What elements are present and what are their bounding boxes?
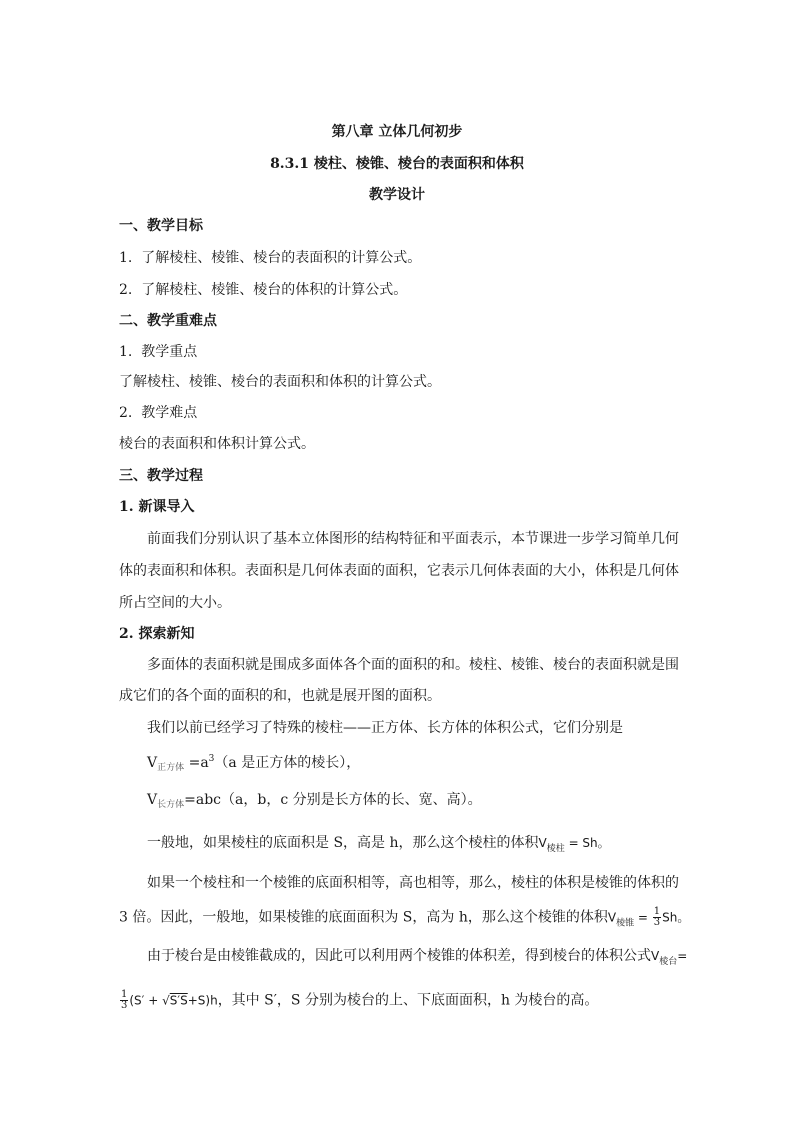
- frustum-fraction: [120, 990, 128, 1011]
- frustum-para-line-1: [147, 946, 688, 972]
- explore-para-1-line-1: 多面体的表面积就是围成多面体各个面的面积的和。棱柱、棱锥、棱台的表面积就是围: [147, 657, 679, 673]
- difficulty-text: 棱台的表面积和体积计算公式。: [119, 436, 315, 452]
- box-v-symbol: V: [147, 792, 158, 808]
- frustum-v-subscript: 棱台: [659, 957, 678, 967]
- cube-formula: =a: [184, 755, 209, 771]
- intro-para-line-2: 体的表面积和体积。表面积是几何体表面的面积，它表示几何体表面的大小，体积是几何体: [119, 563, 679, 579]
- goal-item-1: [119, 248, 679, 268]
- difficulty-num: 2.: [119, 405, 133, 421]
- chapter-title: 第八章 立体几何初步: [331, 124, 463, 140]
- pyramid-tail: Sh。: [662, 910, 690, 925]
- focus-label: [119, 342, 679, 362]
- prism-volume-line: [147, 833, 679, 859]
- goals-heading: 一、教学目标: [119, 218, 203, 234]
- box-formula: =abc（a，b，c 分别是长方体的长、宽、高）。: [184, 792, 482, 808]
- focus-text: 了解棱柱、棱锥、棱台的表面积和体积的计算公式。: [119, 374, 441, 390]
- intro-para-line-1: 前面我们分别认识了基本立体图形的结构特征和平面表示，本节课进一步学习简单几何: [147, 531, 679, 547]
- intro-heading: 1. 新课导入: [119, 499, 195, 515]
- pyramid-para-line-2: [119, 906, 690, 934]
- explore-para-1-line-2: 成它们的各个面的面积的和，也就是展开图的面积。: [119, 688, 441, 704]
- cube-note: （a 是正方体的棱长），: [214, 755, 361, 771]
- prism-v-symbol: V: [538, 836, 547, 850]
- frustum-v-symbol: V: [651, 949, 660, 963]
- focus-label-text: 教学重点: [141, 344, 198, 360]
- frustum-tail: ，其中 S′，S 分别为棱台的上、下底面面积，h 为棱台的高。: [217, 992, 599, 1009]
- prism-v-subscript: 棱柱: [546, 844, 565, 854]
- fraction-denominator: 3: [653, 917, 661, 928]
- frustum-eq: =: [677, 949, 688, 963]
- goal-item-1-text: 了解棱柱、棱锥、棱台的表面积的计算公式。: [141, 250, 422, 266]
- focus-num: 1.: [119, 344, 133, 360]
- difficulty-label-text: 教学难点: [141, 405, 198, 421]
- cube-exponent: 3: [208, 754, 215, 764]
- goal-item-2: [119, 280, 679, 300]
- cube-v-symbol: V: [147, 755, 158, 771]
- pyramid-text: 3 倍。因此，一般地，如果棱锥的底面面积为 S，高为 h，那么这个棱锥的体积: [119, 909, 608, 926]
- doc-type-title: 教学设计: [369, 187, 425, 203]
- keypoints-heading: 二、教学重难点: [119, 313, 217, 329]
- prism-text: 一般地，如果棱柱的底面积是 S，高是 h，那么这个棱柱的体积: [147, 835, 539, 851]
- frustum-fraction-denominator: 3: [121, 1000, 128, 1011]
- frustum-fraction-numerator: 1: [121, 989, 128, 1000]
- frustum-sqrt-term: S′S: [169, 993, 188, 1008]
- cube-v-subscript: 正方体: [157, 763, 185, 773]
- frustum-formula-b: +S)h: [187, 993, 218, 1008]
- pyramid-v-symbol: V: [607, 910, 617, 925]
- goal-item-1-num: 1.: [119, 250, 133, 266]
- difficulty-label: [119, 403, 679, 423]
- goal-item-2-num: 2.: [119, 282, 133, 298]
- box-volume-formula: [147, 790, 679, 815]
- intro-para-line-3: 所占空间的大小。: [119, 595, 231, 611]
- pyramid-eq: =: [634, 910, 652, 925]
- frustum-formula-a: (S′ +: [129, 993, 163, 1008]
- box-v-subscript: 长方体: [157, 800, 185, 810]
- sqrt-symbol: √: [162, 993, 170, 1008]
- explore-heading: 2. 探索新知: [119, 626, 195, 642]
- prism-eq: = Sh。: [564, 836, 610, 850]
- process-heading: 三、教学过程: [119, 468, 203, 484]
- pyramid-v-subscript: 棱锥: [616, 918, 635, 929]
- section-title: 8.3.1 棱柱、棱锥、棱台的表面积和体积: [270, 156, 524, 172]
- explore-para-2: 我们以前已经学习了特殊的棱柱——正方体、长方体的体积公式，它们分别是: [147, 720, 623, 736]
- frustum-para-line-2: [119, 990, 679, 1011]
- pyramid-para-line-1: 如果一个棱柱和一个棱锥的底面积相等，高也相等，那么，棱柱的体积是棱锥的体积的: [147, 875, 679, 891]
- goal-item-2-text: 了解棱柱、棱锥、棱台的体积的计算公式。: [141, 282, 408, 298]
- fraction-numerator: 1: [653, 906, 661, 917]
- frustum-text: 由于棱台是由棱锥截成的，因此可以利用两个棱锥的体积差，得到棱台的体积公式: [147, 948, 651, 964]
- pyramid-fraction: [653, 907, 661, 928]
- cube-volume-formula: [147, 749, 679, 778]
